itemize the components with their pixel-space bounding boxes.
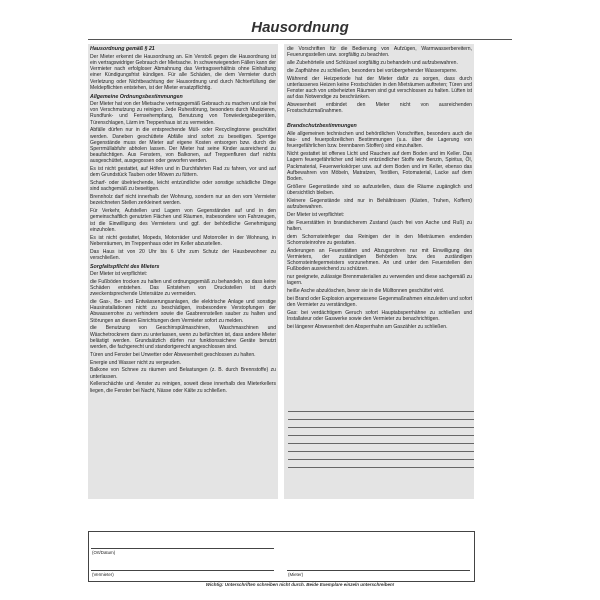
paragraph: die Vorschriften für die Bedienung von Aufzügen, Warmwasserbereitern, Feuerungsstellen usw. sorgfältig zu beachten.	[287, 46, 472, 59]
paragraph: alle Zubehörteile und Schlüssel sorgfältig zu behandeln und aufzubewahren.	[287, 60, 458, 66]
paragraph: Türen und Fenster bei Unwetter oder Abwesenheit geschlossen zu halten.	[90, 351, 256, 358]
paragraph: Kellerschächte und -fenster zu reinigen, soweit diese innerhalb des Mieterkellers liegen, die Fenster bei Nacht, Nässe oder Kälte zu schließen.	[90, 381, 276, 394]
paragraph: heiße Asche abzulöschen, bevor sie in die Mülltonnen geschüttet wird.	[287, 287, 445, 294]
blank-lines	[288, 404, 474, 468]
paragraph: Abfälle dürfen nur in die entsprechende Müll- oder Recyclingtonne geschüttet werden. Daneben geschüttete Abfälle sind sofort zu beseitigen. Sperrige Gegenstände muss der Mieter auf eigene Kosten entsorgen bzw. durch die Sperrmüllabfuhr abholen lassen. Der Mieter hat seine Kinder ausreichend zu beaufsichtigen. Aus Fenstern, von Balkonen, auf Treppenfluren darf nichts ausgeschüttet, ausgegossen oder geworfen werden.	[90, 127, 276, 165]
signature-box	[88, 531, 475, 582]
paragraph: Energie und Wasser nicht zu vergeuden.	[90, 359, 181, 366]
page-title: Hausordnung	[251, 19, 349, 36]
blank-line[interactable]	[288, 420, 474, 428]
blank-line[interactable]	[288, 460, 474, 468]
paragraph: Alle allgemeinen technischen und behördlichen Vorschriften, besonders auch die bau- und feuerpolizeilichen Bestimmungen (u.a. über die Lagerung von feuergefährlichen bzw. brennbaren Stoffen) sind einzuhalten.	[287, 130, 472, 150]
paragraph: Der Mieter ist verpflichtet:	[90, 271, 148, 278]
paragraph: die Gas-, Be- und Entwässerungsanlagen, die elektrische Anlage und sonstige Hausinstallationen nicht zu beschädigen, insbesondere Verstopfungen der Abwasserrohre zu verhindern sowie die Gasbrennstellen sauber zu halten und Störungen an diesen Einrichtungen dem Vermieter sofort zu melden.	[90, 299, 276, 324]
paragraph: Balkone von Schnee zu räumen und Belastungen (z. B. durch Brennstoffe) zu unterlassen.	[90, 367, 276, 380]
paragraph: Das Haus ist von 20 Uhr bis 6 Uhr zum Schutz der Hausbewohner zu verschließen.	[90, 248, 276, 261]
paragraph: nur geeignete, zulässige Brennmaterialien zu verwenden und diese sachgemäß zu lagern.	[287, 273, 472, 287]
paragraph: Brennholz darf nicht innerhalb der Wohnung, sondern nur an den vom Vermieter bezeichneten Stellen zerkleinert werden.	[90, 194, 276, 207]
blank-line[interactable]	[288, 452, 474, 460]
section-heading-allgemeine: Allgemeine Ordnungsbestimmungen	[90, 93, 183, 100]
paragraph: Nicht gestattet ist offenes Licht und Rauchen auf dem Boden und im Keller. Das Lagern feuergefährlicher und leicht entzündlicher Stoffe wie Benzin, Spiritus, Öl, Packmaterial, Feuerwerkskörper usw. auf dem Boden und im Keller, ebenso das Aufbewahren von Möbeln, Matratzen, Textilien, Fotomaterial, Lacke auf dem Boden.	[287, 151, 472, 182]
blank-line[interactable]	[288, 428, 474, 436]
paragraph: bei längerer Abwesenheit den Absperrhahn am Gaszähler zu schließen.	[287, 323, 448, 330]
paragraph: Gas: bei verdächtigem Geruch sofort Hauptabsperrhähne zu schließen und Installateur oder Gaswerke sowie den Vermieter zu benachrichtigen.	[287, 309, 472, 322]
section-heading-brandschutz: Brandschutzbestimmungen	[287, 123, 357, 130]
paragraph: die Benutzung von Geschirrspülmaschinen, Waschmaschinen und Wäschetrocknern dann zu unterlassen, wenn zu befürchten ist, dass andere Mieter belästigt werden. Grundsätzlich dürfen nur funktionssichere Geräte benutzt werden, die fachgerecht und standortgerecht angeschlossen sind.	[90, 325, 276, 351]
section-heading-sorgfaltspflicht: Sorgfaltspflicht des Mieters	[90, 263, 160, 270]
signature-footnote: Wichtig: Unterschriften schreiben nicht durch. Beide Exemplare einzeln unterschreiben!	[205, 582, 395, 587]
paragraph: Es ist nicht gestattet, auf Höfen und in Durchfahrten Rad zu fahren, vor und auf dem Grundstück Tauben oder Möwen zu füttern.	[90, 166, 276, 179]
section-heading-hausordnung: Hausordnung gemäß § 21	[90, 46, 155, 52]
paragraph: Es ist nicht gestattet, Mopeds, Motorräder und Motorroller in der Wohnung, in Nebenräumen, im Treppenhaus oder im Keller abzustellen.	[90, 234, 276, 247]
paragraph: Größere Gegenstände sind so aufzustellen, dass die Räume zugänglich und übersichtlich bleiben.	[287, 183, 472, 196]
place-date-line[interactable]	[91, 548, 274, 549]
paragraph: dem Schornsteinfeger das Reinigen der in den Mieträumen endenden Schornsteinrohre zu gestatten.	[287, 233, 472, 246]
paragraph: Kleinere Gegenstände sind nur in Behältnissen (Kästen, Truhen, Koffern) aufzubewahren.	[287, 197, 472, 210]
paragraph: die Zapfhähne zu schließen, besonders bei vorübergehender Wassersperre.	[287, 67, 458, 74]
paragraph: Abwesenheit entbindet den Mieter nicht von ausreichenden Frostschutzmaßnahmen.	[287, 102, 472, 115]
place-date-label: (Ort/Datum)	[92, 550, 116, 555]
left-column	[90, 46, 276, 395]
landlord-label: (Vermieter)	[92, 572, 114, 577]
paragraph: die Feuerstätten in brandsicherem Zustand (auch frei von Asche und Ruß) zu halten.	[287, 219, 472, 232]
title-divider	[88, 39, 512, 40]
blank-line[interactable]	[288, 412, 474, 420]
paragraph: Für Verkehr, Aufstellen und Lagern von Gegenständen auf und in den gemeinschaftlich genutzten Flächen und Räumen, insbesondere von Fahrzeugen, ist die Einwilligung des Vermieters und ggf. der behördliche Genehmigung einzuholen.	[90, 208, 276, 233]
blank-line[interactable]	[288, 404, 474, 412]
paragraph: bei Brand oder Explosion angemessene Gegenmaßnahmen einzuleiten und sofort den Vermieter zu verständigen.	[287, 295, 472, 308]
paragraph: Der Mieter ist verpflichtet:	[287, 211, 345, 218]
blank-line[interactable]	[288, 444, 474, 452]
paragraph: Während der Heizperiode hat der Mieter dafür zu sorgen, dass durch unterlassenes Heizen keine Frostschäden in den Mieträumen auftreten; Türen und Fenster auch von unbeheizten Räumen sind gut verschlossen zu halten. Lüften ist auf das Notwendige zu beschränken.	[287, 75, 472, 101]
landlord-signature-line[interactable]	[91, 570, 274, 571]
tenant-label: (Mieter)	[288, 572, 304, 577]
tenant-signature-line[interactable]	[287, 570, 470, 571]
paragraph: Scharf- oder übelriechende, leicht entzündliche oder sonstige schädliche Dinge sind sachgemäß zu beseitigen.	[90, 180, 276, 193]
blank-line[interactable]	[288, 436, 474, 444]
right-column	[287, 46, 472, 332]
paragraph: die Fußböden trocken zu halten und ordnungsgemäß zu behandeln, so dass keine Schäden entstehen. Das Entstehen von Druckstellen ist durch zweckentsprechende Untersätze zu vermeiden.	[90, 278, 276, 298]
intro-paragraph: Der Mieter erkennt die Hausordnung an. Ein Verstoß gegen die Hausordnung ist ein vertragswidriger Gebrauch der Mietsache. In schwerwiegenden Fällen kann der Vermieter nach erfolgloser Abmahnung das Vertragsverhältnis ohne Einhaltung einer Kündigungsfrist kündigen. Für alle Schäden, die dem Vermieter durch Verletzung oder Nichtbeachtung der Hausordnung und durch Nichterfüllung der Meldepflichten entstehen, ist der Mieter ersatzpflichtig.	[90, 53, 276, 91]
paragraph: Änderungen an Feuerstätten und Abzugsrohren nur mit Einwilligung des Vermieters, der zuständigen Behörden bzw. des zuständigen Schornsteinfegermeisters vorzunehmen. An und unter den Feuerstellen den Fußboden ausreichend zu schützen.	[287, 247, 472, 273]
paragraph: Der Mieter hat von der Mietsache vertragsgemäß Gebrauch zu machen und sie frei von Verschmutzung zu reinigen. Jede Ruhestörung, besonders durch Musizieren, Rundfunk- und Fernsehempfang, Benutzung von Tonwiedergabegeräten, Türenschlagen, Lärm im Treppenhaus ist zu vermeiden.	[90, 101, 276, 126]
